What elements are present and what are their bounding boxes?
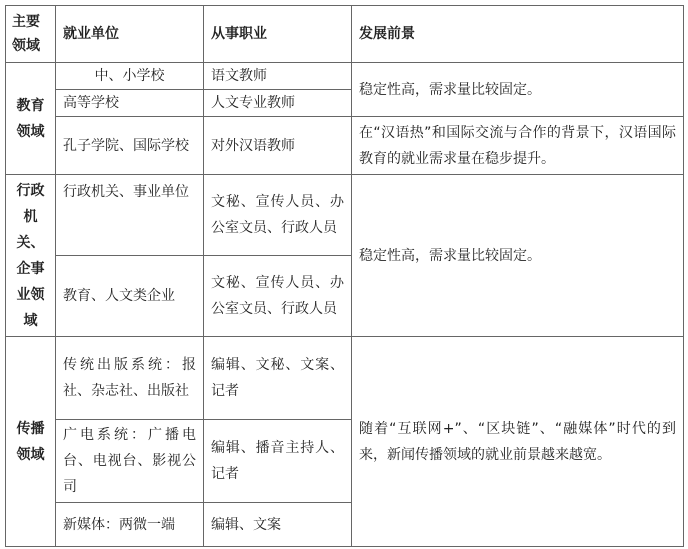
domain-media: 传播领域 [6,337,56,547]
unit-cell: 教育、人文类企业 [56,256,204,337]
header-prospect: 发展前景 [352,6,684,63]
header-row [6,6,684,63]
header-job: 从事职业 [204,6,352,63]
unit-cell: 广电系统：广播电台、电视台、影视公司 [56,420,204,503]
prospect-media: 随着“互联网+”、“区块链”、“融媒体”时代的到来，新闻传播领域的就业前景越来越宽。 [352,337,684,547]
job-cell: 人文专业教师 [204,90,352,117]
job-cell: 对外汉语教师 [204,117,352,175]
unit-cell: 孔子学院、国际学校 [56,117,204,175]
table-row [6,337,684,420]
job-cell: 语文教师 [204,63,352,90]
table-row [6,117,684,175]
domain-government: 行政机关、企事业领域 [6,175,56,337]
unit-cell: 中、小学校 [56,63,204,90]
unit-cell: 新媒体：两微一端 [56,503,204,547]
prospect-education-stable: 稳定性高，需求量比较固定。 [352,63,684,117]
header-domain: 主要领域 [6,6,56,63]
unit-cell: 高等学校 [56,90,204,117]
job-cell: 编辑、播音主持人、记者 [204,420,352,503]
career-table [5,5,684,547]
job-cell: 文秘、宣传人员、办公室文员、行政人员 [204,175,352,256]
table-row [6,63,684,90]
job-cell: 文秘、宣传人员、办公室文员、行政人员 [204,256,352,337]
unit-cell: 传统出版系统：报社、杂志社、出版社 [56,337,204,420]
job-cell: 编辑、文案 [204,503,352,547]
header-unit: 就业单位 [56,6,204,63]
unit-cell: 行政机关、事业单位 [56,175,204,256]
domain-education: 教育领域 [6,63,56,175]
job-cell: 编辑、文秘、文案、记者 [204,337,352,420]
prospect-government: 稳定性高，需求量比较固定。 [352,175,684,337]
table-row [6,175,684,256]
prospect-education-intl: 在“汉语热”和国际交流与合作的背景下，汉语国际教育的就业需求量在稳步提升。 [352,117,684,175]
